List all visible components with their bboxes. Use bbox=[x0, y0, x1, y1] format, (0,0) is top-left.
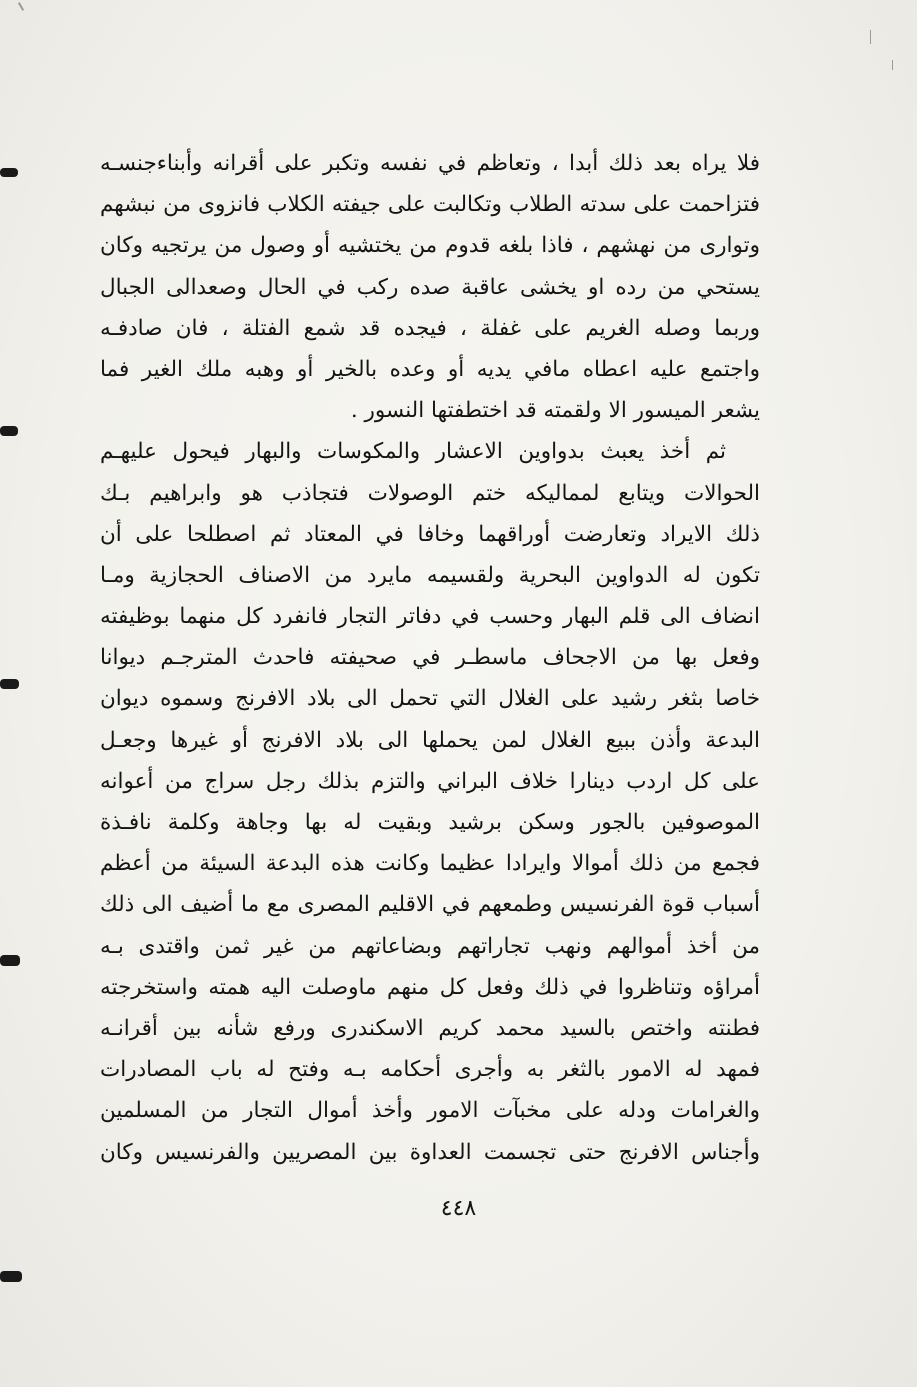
text-line: من أخذ أموالهم ونهب تجاراتهم وبضاعاتهم من غير ثمن واقتدى بـه bbox=[100, 933, 760, 959]
binding-mark bbox=[0, 168, 18, 177]
text-block bbox=[100, 143, 760, 1173]
page-number: ٤٤٨ bbox=[440, 1196, 477, 1221]
text-line: وربما وصله الغريم على غفلة ، فيجده قد شمع الفتلة ، فان صادفـه bbox=[100, 315, 760, 341]
text-line: تكون له الدواوين البحرية ولقسيمه مايرد من الاصناف الحجازية ومـا bbox=[100, 562, 760, 588]
scan-speck bbox=[892, 60, 893, 70]
binding-mark bbox=[0, 1271, 22, 1282]
text-line: الموصوفين بالجور وسكن برشيد وبقيت له بها وجاهة وكلمة نافـذة bbox=[100, 810, 760, 835]
scan-speck bbox=[870, 30, 871, 44]
binding-mark bbox=[0, 426, 18, 436]
text-line: فجمع من ذلك أموالا وايرادا عظيما وكانت هذه البدعة السيئة من أعظم bbox=[100, 851, 760, 877]
text-line: وفعل بها من الاجحاف ماسطـر في صحيفته فاحدث المترجـم ديوانا bbox=[100, 645, 760, 671]
text-line: يستحي من رده او يخشى عاقبة صده ركب في الحال وصعدالى الجبال bbox=[100, 274, 760, 300]
text-line: ثم أخذ يعبث بدواوين الاعشار والمكوسات والبهار فيحول عليهـم bbox=[100, 439, 726, 465]
text-line: فمهد له الامور بالثغر به وأجرى أحكامه بـه وفتح له باب المصادرات bbox=[100, 1057, 760, 1083]
binding-mark bbox=[0, 955, 20, 966]
text-line: انضاف الى قلم البهار وحسب في دفاتر التجار فانفرد كل منهما بوظيفته bbox=[100, 604, 760, 630]
paragraph-1 bbox=[100, 143, 760, 431]
text-line: والغرامات ودله على مخبآت الامور وأخذ أموال التجار من المسلمين bbox=[100, 1098, 760, 1124]
text-line: وأجناس الافرنج حتى تجسمت العداوة بين المصريين والفرنسيس وكان bbox=[100, 1139, 760, 1165]
text-line: وتوارى من نهشهم ، فاذا بلغه قدوم من يختشيه أو وصول من يرتجيه وكان bbox=[100, 233, 760, 259]
binding-mark bbox=[0, 679, 19, 689]
text-line: فلا يراه بعد ذلك أبدا ، وتعاظم في نفسه وتكبر على أقرانه وأبناءجنسـه bbox=[100, 151, 760, 176]
text-line: الحوالات ويتابع لمماليكه ختم الوصولات فتجاذب هو وابراهيم بـك bbox=[100, 480, 760, 506]
scan-speck bbox=[18, 2, 24, 11]
text-line: أسباب قوة الفرنسيس وطمعهم في الاقليم المصرى مع ما أضيف الى ذلك bbox=[100, 892, 760, 918]
text-line: البدعة وأذن ببيع الغلال لمن يحملها الى بلاد الافرنج أو غيرها وجعـل bbox=[100, 727, 760, 753]
text-line: على كل اردب دينارا خلاف البراني والتزم بذلك رجل سراج من أعوانه bbox=[100, 768, 760, 794]
text-line: واجتمع عليه اعطاه مافي يديه أو وعده بالخير أو وهبه ملك الغير فما bbox=[100, 356, 760, 382]
text-line: فطنته واختص بالسيد محمد كريم الاسكندرى ورفع شأنه بين أقرانـه bbox=[100, 1015, 760, 1041]
text-line: يشعر الميسور الا ولقمته قد اختطفتها النسور . bbox=[350, 398, 760, 424]
paragraph-2 bbox=[100, 431, 760, 1172]
text-line: أمراؤه وتناظروا في ذلك وفعل كل منهم ماوصلت اليه همته واستخرجته bbox=[100, 974, 760, 1000]
text-line: ذلك الايراد وتعارضت أوراقهما وخافا في المعتاد ثم اصطلحا على أن bbox=[100, 521, 760, 547]
text-line: خاصا بثغر رشيد على الغلال التي تحمل الى بلاد الافرنج وسموه ديوان bbox=[100, 686, 760, 712]
text-line: فتزاحمت على سدته الطلاب وتكالبت على جيفته الكلاب فانزوى من نبشهم bbox=[100, 192, 760, 218]
